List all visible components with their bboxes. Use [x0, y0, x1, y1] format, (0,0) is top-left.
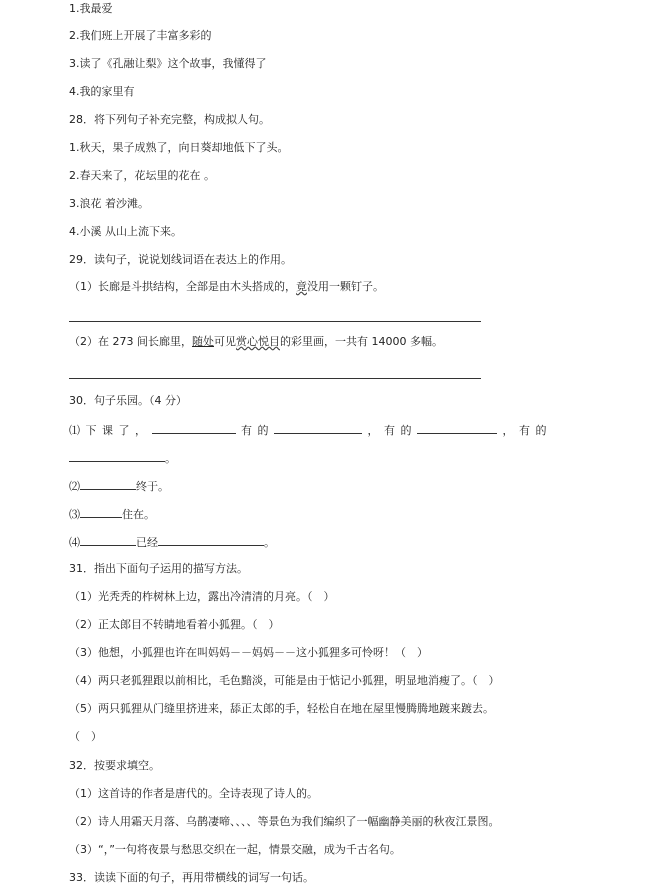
blank-30-1-c[interactable]: [417, 422, 497, 434]
question-30-item-3: [69, 506, 155, 520]
q30-2-num: ⑵: [69, 480, 80, 493]
question-29-item-2: [69, 335, 443, 349]
q29-2-text-c: 可见: [214, 335, 236, 348]
q30-1-end: 。: [165, 452, 176, 465]
q29-2-underlined-word-1: 随处: [192, 335, 214, 348]
question-31-item-1: （1）光秃秃的柞树林上边，露出冷清清的月亮。（ ）: [69, 590, 335, 603]
q30-4-end: 。: [264, 536, 275, 549]
question-31-item-3: （3）他想，小狐狸也许在叫妈妈－－妈妈－－这小狐狸多可怜呀！（ ）: [69, 646, 428, 659]
q30-2-text: 终于。: [136, 480, 169, 493]
q30-1-text-d: ， 有 的: [502, 424, 547, 437]
answer-line-29-2[interactable]: [69, 378, 481, 379]
q29-2-text-e: 的彩里画，一共有 14000 多幅。: [280, 335, 443, 348]
question-31-item-5-answer: （ ）: [69, 730, 102, 743]
q30-3-text: 住在。: [122, 508, 155, 521]
blank-30-1-d[interactable]: [69, 450, 165, 462]
question-28-item-1: 1.秋天，果子成熟了，向日葵却地低下了头。: [69, 141, 289, 154]
question-29-title: 29．读句子，说说划线词语在表达上的作用。: [69, 253, 292, 266]
question-31-item-5: （5）两只狐狸从门缝里挤进来，舔正太郎的手，轻松自在地在屋里慢腾腾地踱来踱去。: [69, 702, 494, 715]
question-31-title: 31．指出下面句子运用的描写方法。: [69, 562, 248, 575]
blank-30-1-b[interactable]: [274, 422, 362, 434]
blank-30-3[interactable]: [80, 506, 122, 518]
question-31-item-4: （4）两只老狐狸跟以前相比，毛色黯淡，可能是由于惦记小狐狸，明显地消瘦了。（ ）: [69, 674, 500, 687]
q29-2-text-a: （2）在 273 间长廊里，: [69, 335, 192, 348]
item-4: 4.我的家里有: [69, 85, 135, 98]
q29-1-underlined-word: 竟: [296, 280, 307, 293]
question-28-item-4: 4.小溪 从山上流下来。: [69, 225, 182, 238]
q29-1-text-a: （1）长廊是斗拱结构，全部是由木头搭成的，: [69, 280, 296, 293]
q30-4-num: ⑷: [69, 536, 80, 549]
question-31-item-2: （2）正太郎目不转睛地看着小狐狸。（ ）: [69, 618, 280, 631]
blank-30-4-b[interactable]: [158, 534, 264, 546]
blank-30-4-a[interactable]: [80, 534, 136, 546]
question-28-title: 28．将下列句子补充完整，构成拟人句。: [69, 113, 270, 126]
q30-1-text-c: ， 有 的: [367, 424, 412, 437]
q30-1-text-b: 有 的: [241, 424, 269, 437]
answer-line-29-1[interactable]: [69, 321, 481, 322]
question-30-item-2: [69, 478, 169, 492]
q30-3-num: ⑶: [69, 508, 80, 521]
question-32-item-1: （1）这首诗的作者是唐代的。全诗表现了诗人的。: [69, 787, 318, 800]
question-30-item-1: [69, 422, 547, 436]
q29-2-underlined-word-2: 赏心悦目: [236, 335, 280, 348]
q30-4-text: 已经: [136, 536, 158, 549]
item-3: 3.读了《孔融让梨》这个故事，我懂得了: [69, 57, 267, 70]
question-28-item-3: 3.浪花 着沙滩。: [69, 197, 149, 210]
question-29-item-1: [69, 280, 384, 294]
question-30-item-1-cont: [69, 450, 176, 464]
q29-1-text-c: 没用一颗钉子。: [307, 280, 384, 293]
question-30-title: 30．句子乐园。（4 分）: [69, 394, 187, 407]
question-32-title: 32．按要求填空。: [69, 759, 160, 772]
question-32-item-2: （2）诗人用霜天月落、乌鹊凄啼、、、、等景色为我们编织了一幅幽静美丽的秋夜江景图。: [69, 815, 500, 828]
question-33-title: 33．读读下面的句子，再用带横线的词写一句话。: [69, 871, 314, 884]
blank-30-1-a[interactable]: [152, 422, 236, 434]
item-1: 1.我最爱: [69, 2, 113, 15]
item-2: 2.我们班上开展了丰富多彩的: [69, 29, 212, 42]
q30-1-text-a: ⑴ 下 课 了 ，: [69, 424, 146, 437]
question-30-item-4: [69, 534, 275, 548]
blank-30-2[interactable]: [80, 478, 136, 490]
question-28-item-2: 2.春天来了，花坛里的花在 。: [69, 169, 215, 182]
question-32-item-3: （3）“，”一句将夜景与愁思交织在一起，情景交融，成为千古名句。: [69, 843, 401, 856]
